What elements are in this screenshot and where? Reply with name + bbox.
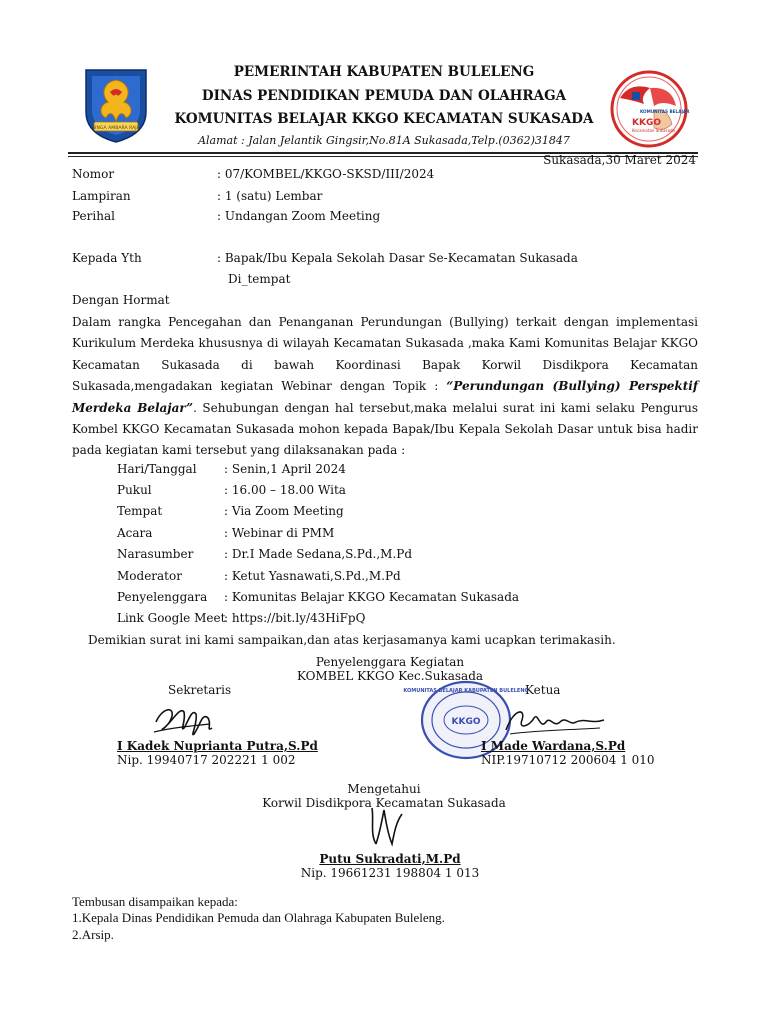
closing-sentence: Demikian surat ini kami sampaikan,dan atas kerjasamanya kami ucapkan terimakasih. <box>88 633 616 647</box>
greeting: Dengan Hormat <box>72 293 170 307</box>
logo-motto: SINGA AMBARA RAJA <box>92 126 140 131</box>
organizer-name: KOMBEL KKGO Kec.Sukasada <box>296 669 484 683</box>
meta-label-perihal: Perihal <box>72 209 115 223</box>
letterhead-address: Alamat : Jalan Jelantik Gingsir,No.81A Sukasada,Telp.(0362)31847 <box>198 134 570 147</box>
detail-value-event: : Webinar di PMM <box>224 526 335 540</box>
letterhead-government: PEMERINTAH KABUPATEN BULELENG <box>233 64 535 80</box>
cc-title: Tembusan disampaikan kepada: <box>72 894 238 909</box>
letterhead-department: DINAS PENDIDIKAN PEMUDA DAN OLAHRAGA <box>201 88 567 104</box>
korwil-signature <box>362 800 412 852</box>
chair-nip: NIP.19710712 200604 1 010 <box>481 753 655 767</box>
detail-value-organizer: : Komunitas Belajar KKGO Kecamatan Sukasada <box>224 590 520 604</box>
stamp-outer-text: KOMUNITAS BELAJAR KABUPATEN BULELENG <box>403 688 529 694</box>
body-text-request: . Sehubungan dengan hal tersebut,maka melalui surat ini kami selaku Pengurus Kombel KKGO Kecamatan Sukasada mohon kepada Bapak/Ibu Kepala Sekolah Dasar untuk bisa hadir pada kegiatan kami tersebut yang dilaksanakan pada : <box>72 400 698 458</box>
detail-value-venue: : Via Zoom Meeting <box>224 504 344 518</box>
recipient-place: Di_tempat <box>228 272 291 286</box>
secretary-signature <box>150 698 230 742</box>
meta-value-perihal: : Undangan Zoom Meeting <box>217 209 381 223</box>
detail-label-speaker: Narasumber <box>117 547 194 561</box>
korwil-name: Putu Sukradati,M.Pd <box>319 852 461 866</box>
detail-label-venue: Tempat <box>117 504 163 518</box>
organizer-title: Penyelenggara Kegiatan <box>315 655 465 669</box>
logo-kkgo-text: KKGO <box>632 118 661 128</box>
stamp-center-text: KKGO <box>451 717 481 727</box>
letterhead-community: KOMUNITAS BELAJAR KKGO KECAMATAN SUKASADA <box>174 111 594 127</box>
chair-name: I Made Wardana,S.Pd <box>481 739 626 753</box>
secretary-name: I Kadek Nuprianta Putra,S.Pd <box>117 739 318 753</box>
recipient-label: Kepada Yth <box>72 251 142 265</box>
meta-label-lampiran: Lampiran <box>72 189 131 203</box>
detail-label-event: Acara <box>117 526 153 540</box>
cc-item: 1.Kepala Dinas Pendidikan Pemuda dan Olahraga Kabupaten Buleleng. <box>72 910 445 925</box>
secretary-role: Sekretaris <box>168 683 232 697</box>
meta-label-nomor: Nomor <box>72 167 115 181</box>
detail-label-date: Hari/Tanggal <box>117 462 197 476</box>
webinar-topic: “Perundungan (Bullying) Perspektif Merdeka Belajar” <box>72 379 698 415</box>
cc-item: 2.Arsip. <box>72 927 114 942</box>
acknowledged-heading: Mengetahui <box>347 782 421 796</box>
detail-label-moderator: Moderator <box>117 569 182 583</box>
meta-value-lampiran: : 1 (satu) Lembar <box>217 189 323 203</box>
letter-date: Sukasada,30 Maret 2024 <box>543 153 696 167</box>
detail-label-link: Link Google Meet <box>117 611 226 625</box>
detail-value-speaker: : Dr.I Made Sedana,S.Pd.,M.Pd <box>224 547 413 561</box>
logo-kombel-text: KOMUNITAS BELAJAR <box>640 109 690 114</box>
detail-label-time: Pukul <box>117 483 152 497</box>
secretary-nip: Nip. 19940717 202221 1 002 <box>117 753 296 767</box>
body-paragraph <box>72 312 698 462</box>
body-text-intro: Dalam rangka Pencegahan dan Penanganan Perundungan (Bullying) terkait dengan implementasi Kurikulum Merdeka khususnya di wilayah Kecamatan Sukasada ,maka Kami Komunitas Belajar KKGO Kecamatan Sukasada di bawah Koordinasi Bapak Korwil Disdikpora Kecamatan Sukasada,mengadakan kegiatan Webinar dengan Topik : <box>72 315 698 394</box>
logo-kecamatan-text: Kecamatan Sukasada <box>632 128 676 133</box>
recipient-value: : Bapak/Ibu Kepala Sekolah Dasar Se-Kecamatan Sukasada <box>217 251 578 265</box>
chair-role: Ketua <box>525 683 561 697</box>
detail-label-organizer: Penyelenggara <box>117 590 208 604</box>
acknowledged-office: Korwil Disdikpora Kecamatan Sukasada <box>262 796 506 810</box>
detail-value-date: : Senin,1 April 2024 <box>224 462 346 476</box>
meta-value-nomor: : 07/KOMBEL/KKGO-SKSD/III/2024 <box>217 167 435 181</box>
detail-value-time: : 16.00 – 18.00 Wita <box>224 483 346 497</box>
chair-signature <box>500 700 610 742</box>
korwil-nip: Nip. 19661231 198804 1 013 <box>300 866 480 880</box>
detail-value-moderator: : Ketut Yasnawati,S.Pd.,M.Pd <box>224 569 401 583</box>
meeting-link[interactable]: : https://bit.ly/43HiFpQ <box>224 611 366 625</box>
